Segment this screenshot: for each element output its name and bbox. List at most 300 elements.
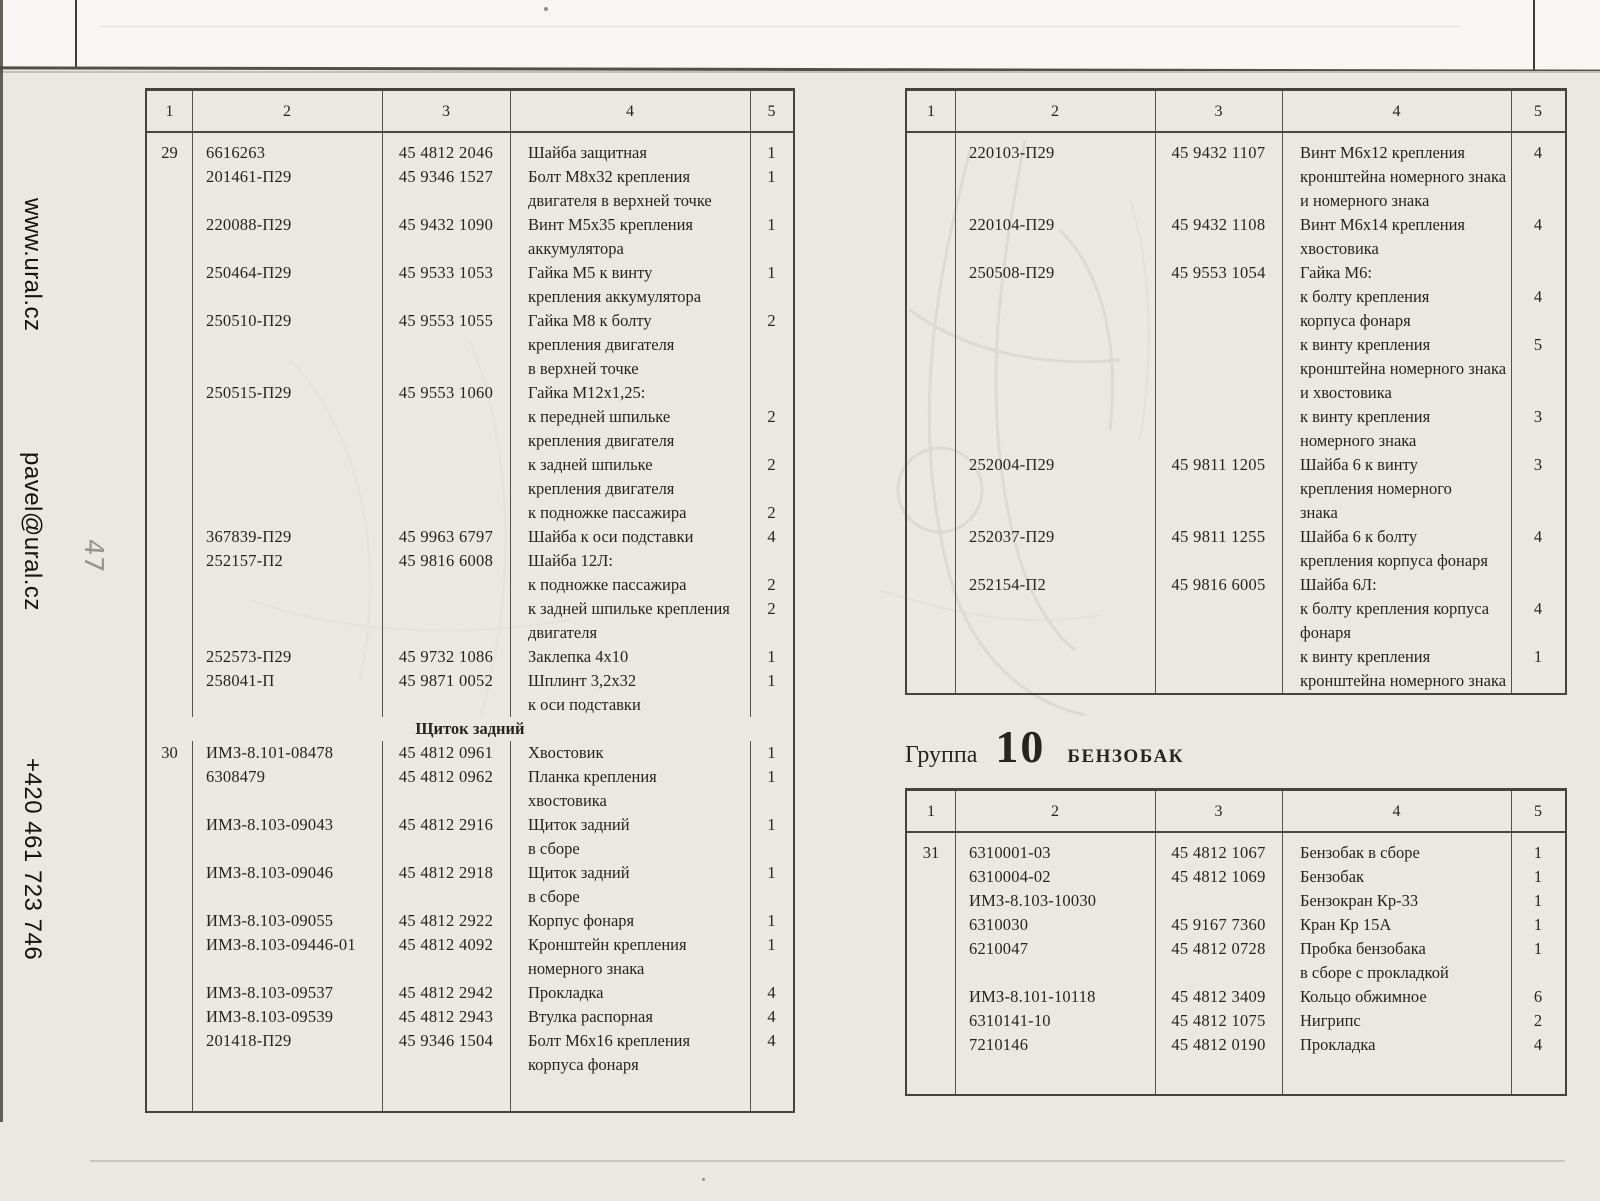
part-number-cell: ИМЗ-8.103-09043 [206,815,334,834]
quantity-cell [1511,357,1565,381]
row-number-cell [907,525,955,549]
table-row [907,333,1565,357]
table-row [147,813,793,837]
description-cell: кронштейна номерного знака [1300,671,1507,690]
catalog-number-cell: 45 4812 0962 [398,767,494,786]
column-header: 2 [1051,803,1059,820]
description-cell: Гайка М5 к винту [528,263,653,282]
table-row [147,909,793,933]
table-row [907,429,1565,453]
row-number-cell [147,405,192,429]
quantity-cell: 1 [1533,867,1543,886]
column-header: 4 [626,103,634,120]
table-row [147,1005,793,1029]
table-row [147,429,793,453]
description-cell: Кронштейн крепления [528,935,687,954]
part-number-cell: 252037-П29 [969,527,1055,546]
part-number-cell [192,429,382,453]
description-cell: Бензокран Кр-33 [1300,891,1419,910]
catalog-number-cell [1155,645,1282,669]
catalog-number-cell [1155,889,1282,913]
part-number-cell: ИМЗ-8.101-08478 [206,743,334,762]
quantity-cell: 2 [767,407,776,426]
previous-page-left-rule [75,0,77,68]
catalog-number-cell [382,285,510,309]
part-number-cell: 7210146 [969,1035,1029,1054]
catalog-number-cell [1155,381,1282,405]
catalog-number-cell [382,885,510,909]
part-number-cell [192,357,382,381]
catalog-number-cell [1155,189,1282,213]
quantity-cell [1511,621,1565,645]
description-cell: Винт М6х12 крепления [1300,143,1466,162]
catalog-number-cell [1155,285,1282,309]
catalog-number-cell: 45 9816 6005 [1171,575,1266,594]
section-title-row: Щиток задний [147,717,793,741]
description-cell: Шайба защитная [528,143,647,162]
table-row [907,621,1565,645]
quantity-cell [1511,669,1565,693]
quantity-cell: 1 [767,167,776,186]
row-number-cell [907,621,955,645]
column-header: 3 [1214,103,1223,120]
catalog-number-cell: 45 9553 1054 [1171,263,1266,282]
description-cell: хвостовика [1300,239,1379,258]
part-number-cell: 250464-П29 [206,263,292,282]
row-number-cell [147,885,192,909]
row-number-cell [147,549,192,573]
row-number-cell [147,165,192,189]
row-number-cell: 29 [161,143,178,162]
table-row [907,141,1565,165]
part-number-cell: 6310030 [969,915,1029,934]
part-number-cell: 6310004-02 [969,867,1051,886]
catalog-number-cell: 45 4812 4092 [398,935,494,954]
description-cell: Винт М5х35 крепления [528,215,694,234]
row-number-cell [907,913,955,937]
part-number-cell [192,837,382,861]
row-number-cell [907,961,955,985]
row-number-cell [147,837,192,861]
catalog-number-cell [1155,309,1282,333]
table-row [907,381,1565,405]
catalog-number-cell [382,573,510,597]
catalog-number-cell [1155,477,1282,501]
table-row [907,669,1565,693]
row-number-cell [907,573,955,597]
column-header: 3 [442,103,450,120]
description-cell: к винту крепления [1300,407,1431,426]
part-number-cell [192,285,382,309]
catalog-number-cell [1155,165,1282,189]
previous-page-edge [0,0,1600,69]
table-row [907,549,1565,573]
quantity-cell: 2 [767,575,776,594]
catalog-number-cell [1155,669,1282,693]
description-cell: Шайба 6 к винту [1300,455,1418,474]
row-number-cell [147,813,192,837]
quantity-cell [1511,309,1565,333]
description-cell: Шайба к оси подставки [528,527,694,546]
quantity-cell [750,1053,793,1077]
part-number-cell: 252154-П2 [969,575,1046,594]
description-cell: корпуса фонаря [1300,311,1411,330]
description-cell: в сборе [528,887,580,906]
catalog-number-cell: 45 9732 1086 [398,647,494,666]
part-number-cell [192,885,382,909]
table-row [147,333,793,357]
catalog-number-cell [382,957,510,981]
description-cell: к подножке пассажира [528,503,687,522]
page-edge-shadow [0,71,1600,73]
description-cell: Шайба 6Л: [1300,575,1377,594]
part-number-cell: 6210047 [969,939,1029,958]
catalog-number-cell [1155,621,1282,645]
table-row [907,841,1565,865]
previous-page-right-rule [1533,0,1535,73]
table-row [147,285,793,309]
row-number-cell [147,285,192,309]
quantity-cell: 1 [1533,915,1543,934]
quantity-cell: 2 [767,599,776,618]
description-cell: к оси подставки [528,695,641,714]
row-number-cell [907,865,955,889]
description-cell: крепления корпуса фонаря [1300,551,1489,570]
part-number-cell [955,621,1155,645]
row-number-cell [147,237,192,261]
row-number-cell [907,1033,955,1057]
part-number-cell [955,597,1155,621]
description-cell: крепления двигателя [528,335,675,354]
table-row [907,865,1565,889]
column-header-row [907,91,1565,133]
catalog-number-cell [1155,429,1282,453]
description-cell: Шплинт 3,2х32 [528,671,637,690]
quantity-cell [750,237,793,261]
table-row [147,549,793,573]
description-cell: Бензобак [1300,867,1365,886]
quantity-cell [750,357,793,381]
part-number-cell [955,285,1155,309]
row-number-cell [147,909,192,933]
quantity-cell: 1 [767,263,776,282]
description-cell: Прокладка [528,983,604,1002]
description-cell: к болту крепления [1300,287,1430,306]
column-header: 5 [1534,103,1542,120]
table-row [907,525,1565,549]
catalog-number-cell [382,693,510,717]
quantity-cell [750,285,793,309]
column-header: 2 [1051,103,1059,120]
row-number-cell [147,957,192,981]
part-number-cell [192,621,382,645]
description-cell: крепления аккумулятора [528,287,702,306]
table-row [147,189,793,213]
table-row [147,573,793,597]
catalog-number-cell: 45 9963 6797 [398,527,494,546]
part-number-cell [955,237,1155,261]
quantity-cell [750,549,793,573]
catalog-number-cell [1155,405,1282,429]
quantity-cell: 1 [767,743,776,762]
catalog-number-cell: 45 4812 0961 [398,743,494,762]
row-number-cell [907,333,955,357]
table-row [147,357,793,381]
group-label: Группа [905,742,978,768]
part-number-cell: ИМЗ-8.103-09446-01 [206,935,356,954]
catalog-number-cell: 45 4812 0190 [1171,1035,1266,1054]
quantity-cell [1511,189,1565,213]
row-number-cell [147,477,192,501]
description-cell: Кран Кр 15А [1300,915,1392,934]
description-cell: к передней шпильке [528,407,671,426]
row-number-cell [907,645,955,669]
table-row [907,213,1565,237]
scan-speck [544,7,548,11]
part-number-cell [955,429,1155,453]
catalog-number-cell [1155,237,1282,261]
description-cell: к винту крепления [1300,335,1431,354]
table-row [147,381,793,405]
table-row [147,861,793,885]
catalog-number-cell [1155,501,1282,525]
part-number-cell [955,477,1155,501]
part-number-cell: 252573-П29 [206,647,292,666]
table-row [907,645,1565,669]
column-header: 5 [1534,803,1542,820]
table-row [907,261,1565,285]
table-row [147,501,793,525]
catalog-number-cell [382,453,510,477]
table-row [147,597,793,621]
catalog-number-cell [382,597,510,621]
margin-phone: +420 461 723 746 [19,758,46,961]
table-row [147,885,793,909]
table-row [147,933,793,957]
catalog-number-cell: 45 4812 0728 [1171,939,1266,958]
quantity-cell [1511,549,1565,573]
catalog-number-cell [1155,333,1282,357]
part-number-cell [955,357,1155,381]
column-header: 5 [767,103,776,120]
row-number-cell [147,381,192,405]
row-number-cell [907,597,955,621]
quantity-cell: 2 [767,503,776,522]
catalog-number-cell: 45 4812 1075 [1171,1011,1266,1030]
description-cell: Гайка М8 к болту [528,311,652,330]
paper-hairline [100,26,1460,27]
table-row [147,1029,793,1053]
table-row [907,913,1565,937]
part-number-cell: 220088-П29 [206,215,292,234]
catalog-number-cell [382,189,510,213]
row-number-cell [907,213,955,237]
table-row [147,645,793,669]
catalog-number-cell [1155,597,1282,621]
quantity-cell [750,189,793,213]
part-number-cell [192,477,382,501]
table-body [907,133,1565,693]
row-number-cell [907,477,955,501]
table-row [147,525,793,549]
quantity-cell [750,693,793,717]
quantity-cell: 4 [767,1031,776,1050]
part-number-cell [192,573,382,597]
description-cell: Корпус фонаря [528,911,635,930]
part-number-cell: ИМЗ-8.103-09539 [206,1007,334,1026]
column-header-row [907,791,1565,833]
table-row [147,669,793,693]
description-cell: Прокладка [1300,1035,1376,1054]
row-number-cell [147,501,192,525]
part-number-cell [955,189,1155,213]
row-number-cell [147,309,192,333]
row-number-cell [147,453,192,477]
part-number-cell [955,309,1155,333]
catalog-number-cell: 45 4812 2916 [398,815,494,834]
row-number-cell [147,1029,192,1053]
quantity-cell: 5 [1533,335,1543,354]
part-number-cell [192,237,382,261]
group-number: 10 [995,721,1046,772]
column-header: 1 [165,103,174,120]
row-number-cell: 30 [161,743,178,762]
parts-table-right-bottom [905,788,1567,1096]
table-row [907,357,1565,381]
row-number-cell [907,889,955,913]
table-body [907,833,1565,1057]
description-cell: Нигрипс [1300,1011,1361,1030]
catalog-number-cell: 45 9533 1053 [398,263,494,282]
table-row [907,985,1565,1009]
description-cell: и хвостовика [1300,383,1392,402]
row-number-cell [147,429,192,453]
row-number-cell [907,357,955,381]
description-cell: номерного знака [528,959,645,978]
quantity-cell: 4 [767,1007,776,1026]
part-number-cell [955,645,1155,669]
catalog-number-cell [1155,961,1282,985]
part-number-cell [955,381,1155,405]
row-number-cell [907,1009,955,1033]
row-number-cell [907,985,955,1009]
catalog-number-cell: 45 9432 1108 [1171,215,1266,234]
description-cell: Хвостовик [528,743,604,762]
description-cell: Болт М6х16 крепления [528,1031,691,1050]
column-header: 4 [1392,103,1401,120]
description-cell: кронштейна номерного знака [1300,359,1507,378]
margin-email: pavel@ural.cz [19,452,46,611]
table-row [907,1009,1565,1033]
table-row [147,621,793,645]
description-cell: номерного знака [1300,431,1417,450]
table-row [907,573,1565,597]
part-number-cell: 252157-П2 [206,551,283,570]
row-number-cell [147,693,192,717]
quantity-cell: 1 [767,935,776,954]
catalog-number-cell: 45 9816 6008 [398,551,494,570]
row-number-cell [907,937,955,961]
page-number: 47 [78,537,108,574]
description-cell: двигателя в верхней точке [528,191,712,210]
row-number-cell [907,237,955,261]
row-number-cell [147,1005,192,1029]
row-number-cell [147,261,192,285]
row-number-cell [147,765,192,789]
catalog-number-cell: 45 9346 1504 [398,1031,494,1050]
description-cell: Щиток задний [528,815,630,834]
catalog-number-cell: 45 9553 1060 [398,383,494,402]
description-cell: Заклепка 4х10 [528,647,629,666]
next-page-edge-line [90,1160,1565,1162]
part-number-cell [192,789,382,813]
row-number-cell [907,429,955,453]
table-row [907,309,1565,333]
description-cell: Болт М8х32 крепления [528,167,691,186]
column-header: 3 [1214,803,1223,820]
column-header: 1 [927,803,935,820]
table-row [147,789,793,813]
row-number-cell [147,525,192,549]
catalog-number-cell: 45 4812 2942 [398,983,494,1002]
row-number-cell [907,381,955,405]
group-heading [905,720,1184,773]
table-row [147,141,793,165]
quantity-cell [750,885,793,909]
table-row [907,501,1565,525]
quantity-cell: 4 [1533,599,1543,618]
part-number-cell: 6308479 [206,767,266,786]
quantity-cell [1511,429,1565,453]
table-row [907,1033,1565,1057]
quantity-cell [750,789,793,813]
description-cell: в верхней точке [528,359,639,378]
part-number-cell: 250510-П29 [206,311,292,330]
catalog-number-cell [1155,549,1282,573]
row-number-cell [907,189,955,213]
part-number-cell: 6616263 [206,143,266,162]
row-number-cell [147,789,192,813]
quantity-cell: 4 [1533,527,1543,546]
catalog-number-cell [382,477,510,501]
table-row [147,957,793,981]
quantity-cell [1511,165,1565,189]
catalog-number-cell: 45 4812 2918 [398,863,494,882]
part-number-cell [955,501,1155,525]
row-number-cell [147,621,192,645]
column-header: 4 [1392,803,1401,820]
table-row [147,405,793,429]
part-number-cell: 201418-П29 [206,1031,292,1050]
description-cell: крепления двигателя [528,431,675,450]
part-number-cell: ИМЗ-8.103-09537 [206,983,334,1002]
quantity-cell: 1 [767,647,776,666]
description-cell: Гайка М12х1,25: [528,383,646,402]
quantity-cell [750,333,793,357]
quantity-cell: 1 [767,671,776,690]
table-row [147,213,793,237]
part-number-cell: ИМЗ-8.101-10118 [969,987,1096,1006]
description-cell: аккумулятора [528,239,624,258]
row-number-cell [907,165,955,189]
part-number-cell: 220104-П29 [969,215,1055,234]
quantity-cell: 1 [767,767,776,786]
description-cell: фонаря [1300,623,1351,642]
catalog-number-cell: 45 4812 2922 [398,911,494,930]
catalog-number-cell: 45 4812 2046 [398,143,494,162]
catalog-number-cell [382,501,510,525]
catalog-number-cell: 45 4812 3409 [1171,987,1266,1006]
